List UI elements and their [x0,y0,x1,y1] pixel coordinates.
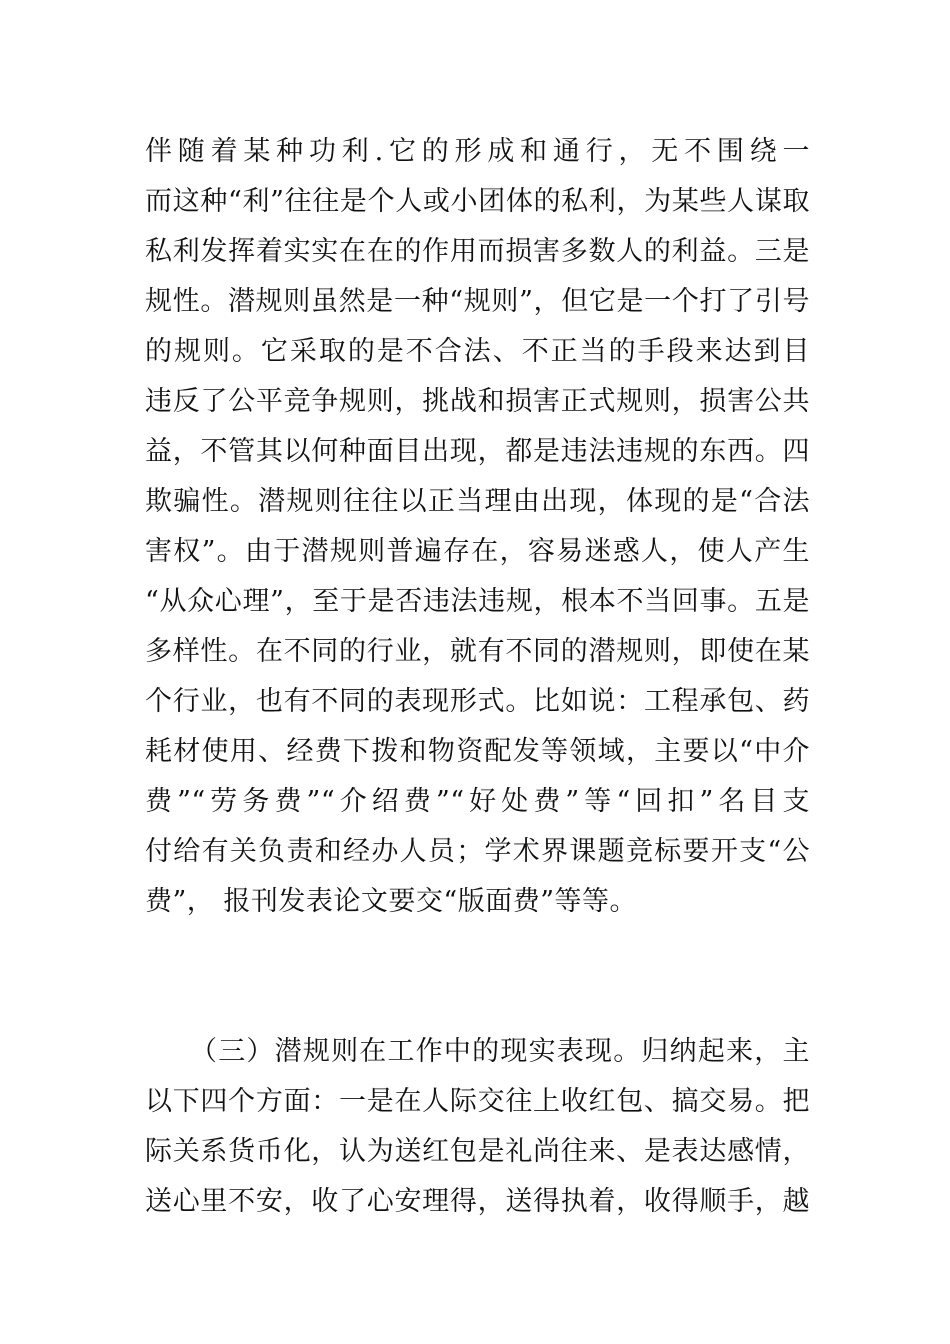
text-line-last: 费”， 报刊发表论文要交“版面费”等等。 [145,886,637,917]
text-line: 的规则。它采取的是不合法、不正当的手段来达到目 [145,336,810,367]
text-line: 益，不管其以何种面目出现，都是违法违规的东西。四 [145,436,810,467]
text-line: 个行业，也有不同的表现形式。比如说：工程承包、药 [145,686,810,717]
text-line: 伴随着某种功利.它的形成和通行，无不围绕一 [145,136,810,167]
text-line: “从众心理”，至于是否违法违规，根本不当回事。五是 [145,586,810,617]
text-line: 违反了公平竞争规则，挑战和损害正式规则，损害公共 [145,386,810,417]
body-paragraph-2 [145,1027,810,1227]
text-line: 多样性。在不同的行业，就有不同的潜规则，即使在某 [145,636,810,667]
text-line: 际关系货币化，认为送红包是礼尚往来、是表达感情， [145,1136,810,1167]
text-line: 送心里不安，收了心安理得，送得执着，收得顺手，越 [145,1186,810,1217]
text-line: 付给有关负责和经办人员；学术界课题竞标要开支“公 [145,836,810,867]
text-line: 欺骗性。潜规则往往以正当理由出现，体现的是“合法 [145,486,810,517]
text-line: 耗材使用、经费下拨和物资配发等领域，主要以“中介 [145,736,810,767]
body-paragraph-1 [145,127,810,927]
text-line: 害权”。由于潜规则普遍存在，容易迷惑人，使人产生 [145,536,810,567]
text-line: 而这种“利”往往是个人或小团体的私利，为某些人谋取 [145,186,810,217]
text-line: 私利发挥着实实在在的作用而损害多数人的利益。三是 [145,236,810,267]
text-line-indented: （三）潜规则在工作中的现实表现。归纳起来，主 [190,1036,810,1067]
text-line: 规性。潜规则虽然是一种“规则”，但它是一个打了引号 [145,286,810,317]
text-line: 费”“劳务费”“介绍费”“好处费”等“回扣”名目支 [145,786,810,817]
text-line: 以下四个方面：一是在人际交往上收红包、搞交易。把 [145,1086,810,1117]
